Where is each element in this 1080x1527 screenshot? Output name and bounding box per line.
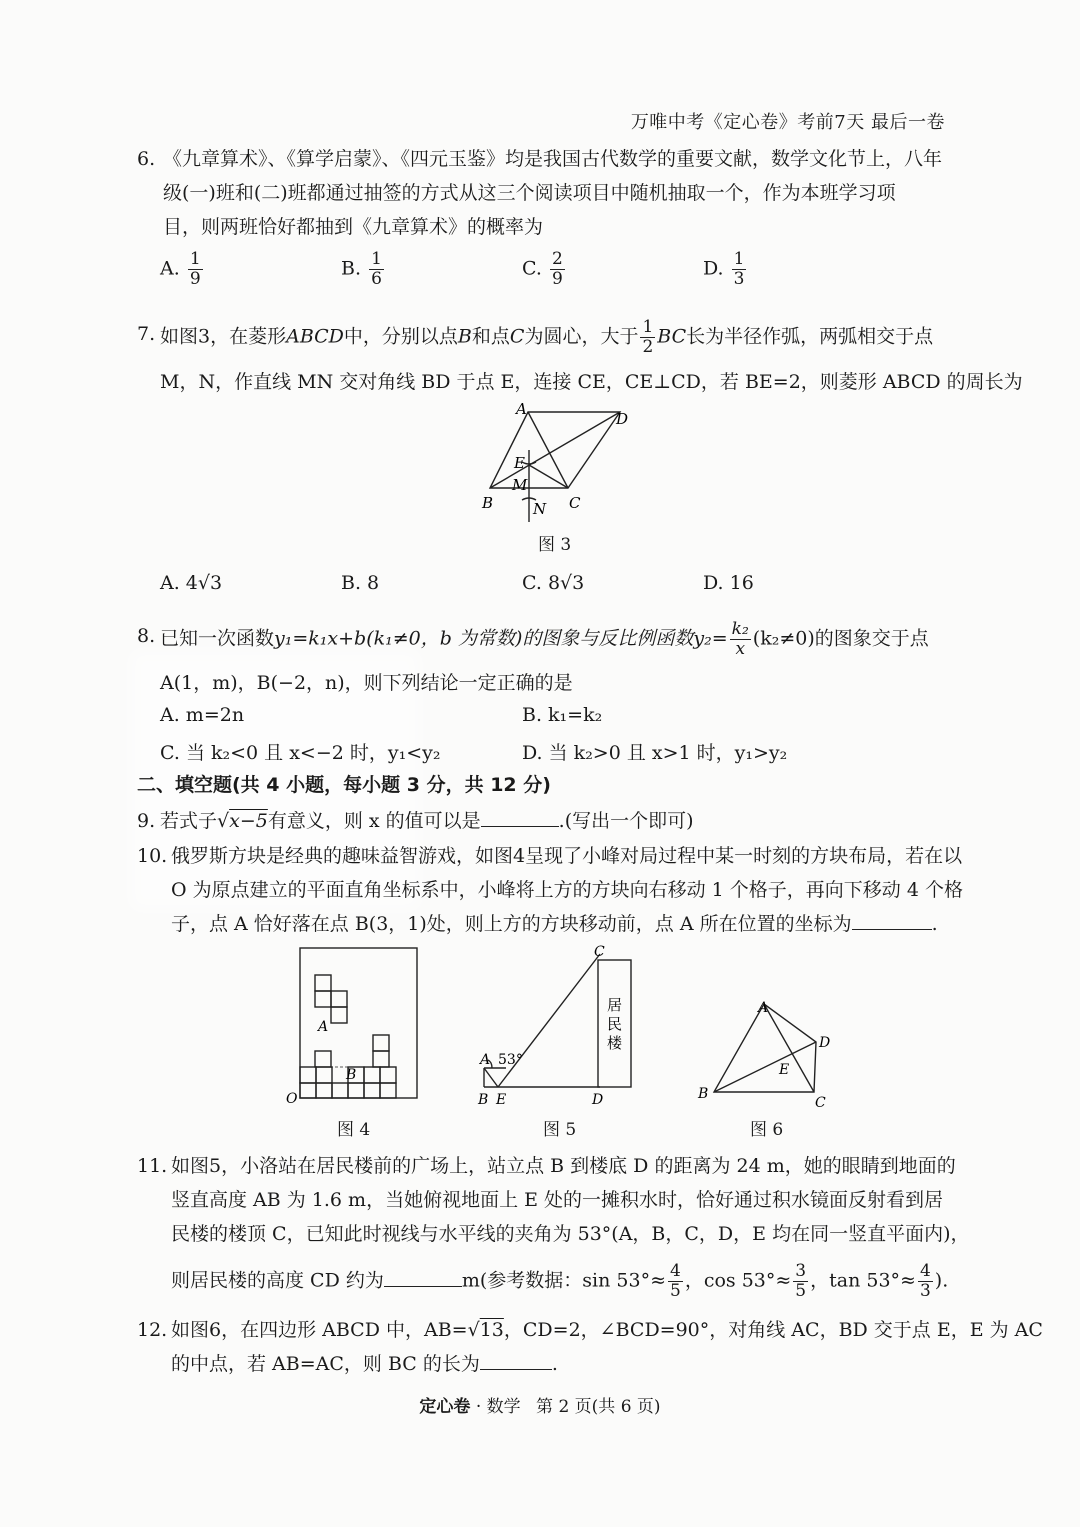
label-a: A (758, 1000, 769, 1016)
label-d: D (592, 1092, 604, 1108)
fraction: $\frac{1}{6}$ (371, 249, 382, 289)
option-b: B. $\frac{1}{6}$ (341, 249, 382, 289)
fraction: $\frac{1}{9}$ (189, 249, 201, 289)
question-9 (137, 805, 957, 839)
question-10 (137, 840, 963, 945)
page-header: 万唯中考《定心卷》考前7天 最后一卷 (630, 112, 945, 133)
fraction: $\frac{4}{3}$ (919, 1261, 931, 1301)
question-text: 竖直高度 AB 为 1.6 m，当她俯视地面上 E 处的一摊积水时，恰好通过积水镜面反射看到居 (171, 1189, 944, 1211)
option-a: A. 4√3 (160, 572, 223, 594)
answer-blank[interactable] (481, 808, 559, 827)
answer-blank[interactable] (480, 1351, 552, 1370)
figure-caption: 图 4 (337, 1120, 371, 1140)
question-text: 俄罗斯方块是经典的趣味益智游戏，如图4呈现了小峰对局过程中某一时刻的方块布局，若在以 (171, 845, 963, 867)
label-c: C (594, 944, 605, 960)
question-text: 子，点 A 恰好落在点 B(3，1)处，则上方的方块移动前，点 A 所在位置的坐标为 . (171, 913, 938, 935)
question-number: 6. (137, 148, 156, 170)
figure-4 (280, 945, 425, 1110)
footer-brand: 定心卷 (419, 1397, 471, 1417)
question-number: 10. (137, 845, 168, 867)
page-footer (0, 1392, 1080, 1417)
question-text: 如图5，小洛站在居民楼前的广场上，站立点 B 到楼底 D 的距离为 24 m，她的眼睛到地面的 (171, 1155, 956, 1177)
question-number: 8. (137, 625, 156, 647)
label-m: M (512, 476, 528, 494)
fraction: $\frac{1}{3}$ (733, 249, 745, 289)
label-b: B (482, 494, 494, 512)
building-label: 楼 (607, 1034, 623, 1052)
fraction: $\frac{1}{2}$ (642, 317, 654, 357)
building-label: 民 (607, 1015, 623, 1033)
question-text: A(1，m)，B(−2，n)，则下列结论一定正确的是 (160, 672, 573, 694)
answer-blank[interactable] (852, 911, 932, 930)
fraction: $\frac{\text{k₂}}{x}$ (731, 619, 749, 659)
question-number: 7. (137, 323, 156, 345)
question-text: 级(一)班和(二)班都通过抽签的方式从这三个阅读项目中随机抽取一个，作为本班学习项 (163, 182, 896, 204)
option-b: B. k₁=k₂ (522, 704, 603, 726)
section-title: 二、填空题(共 4 小题，每小题 3 分，共 12 分) (137, 774, 551, 796)
fraction: $\frac{2}{9}$ (551, 249, 563, 289)
footer-page: 第 2 页(共 6 页) (536, 1397, 661, 1417)
answer-blank[interactable] (384, 1268, 462, 1287)
question-text: 民楼的楼顶 C，已知此时视线与水平线的夹角为 53°(A，B，C，D，E 均在同一竖直平面内)， (171, 1223, 970, 1245)
option-c: C. 8√3 (522, 572, 585, 594)
figure-5 (470, 940, 650, 1110)
label-a: A (318, 1019, 329, 1035)
question-text: 如图3，在菱形ABCD中，分别以点B和点C为圆心，大于 $\frac{1}{2}$ BC长为半径作弧，两弧相交于点 (160, 317, 934, 357)
fraction: $\frac{4}{5}$ (670, 1261, 681, 1301)
option-a: A. $\frac{1}{9}$ (160, 249, 201, 289)
figure-3 (470, 400, 640, 530)
fraction: $\frac{3}{5}$ (795, 1261, 807, 1301)
question-text: 《九章算术》、《算学启蒙》、《四元玉鉴》均是我国古代数学的重要文献，数学文化节上，八年 (163, 148, 943, 170)
label-b: B (478, 1092, 489, 1108)
figure-caption: 图 6 (750, 1120, 784, 1140)
option-c: C. 当 k₂<0 且 x<−2 时，y₁<y₂ (160, 742, 441, 764)
question-text: 如图6，在四边形 ABCD 中，AB=√13，CD=2，∠BCD=90°，对角线 AC，BD 交于点 E，E 为 AC (171, 1319, 1043, 1341)
question-number: 9. (137, 810, 156, 832)
option-c: C. $\frac{2}{9}$ (522, 249, 563, 289)
question-text: 目，则两班恰好都抽到《九章算术》的概率为 (163, 216, 544, 238)
option-a: A. m=2n (160, 704, 245, 726)
figure-6 (690, 990, 840, 1115)
label-b: B (346, 1067, 357, 1083)
building-label: 居 (607, 996, 623, 1014)
label-c: C (815, 1095, 826, 1111)
question-number: 12. (137, 1319, 168, 1341)
question-11 (137, 1150, 970, 1310)
option-b: B. 8 (341, 572, 380, 594)
question-text: 若式子√x−5有意义，则 x 的值可以是 .(写出一个即可) (160, 810, 694, 832)
question-text: 的中点，若 AB=AC，则 BC 的长为 . (171, 1353, 558, 1375)
footer-subject: · 数学 (475, 1397, 521, 1417)
label-d: D (819, 1035, 831, 1051)
label-c: C (569, 494, 581, 512)
question-number: 11. (137, 1155, 168, 1177)
label-b: B (698, 1086, 709, 1102)
figure-caption: 图 5 (543, 1120, 577, 1140)
question-text: 则居民楼的高度 CD 约为 m(参考数据：sin 53°≈ $\frac{4}{5}$ ，cos 53°≈ $\frac{3}{5}$ ，tan 53°≈ $\frac{4}{3}$ ). (171, 1261, 949, 1301)
question-text: 已知一次函数y₁=k₁x+b(k₁≠0，b 为常数)的图象与反比例函数y₂= $\frac{\text{k₂}}{x}$ (k₂≠0)的图象交于点 (160, 619, 929, 659)
label-e: E (496, 1092, 507, 1108)
label-d: D (616, 410, 629, 428)
question-7 (137, 317, 1023, 398)
question-text: M，N，作直线 MN 交对角线 BD 于点 E，连接 CE，CE⊥CD，若 BE=2，则菱形 ABCD 的周长为 (160, 371, 1023, 393)
question-12 (137, 1314, 1043, 1389)
label-a: A (516, 400, 527, 418)
label-e: E (514, 454, 525, 472)
option-d: D. 16 (703, 572, 754, 594)
option-d: D. $\frac{1}{3}$ (703, 249, 745, 289)
label-e: E (779, 1062, 790, 1078)
label-a: A (480, 1052, 491, 1068)
label-o: O (286, 1091, 298, 1107)
angle-label: 53° (498, 1052, 523, 1068)
label-n: N (533, 500, 547, 518)
figure-caption: 图 3 (538, 535, 572, 555)
question-text: O 为原点建立的平面直角坐标系中，小峰将上方的方块向右移动 1 个格子，再向下移动 4 个格 (171, 879, 963, 901)
option-d: D. 当 k₂>0 且 x>1 时，y₁>y₂ (522, 742, 788, 764)
